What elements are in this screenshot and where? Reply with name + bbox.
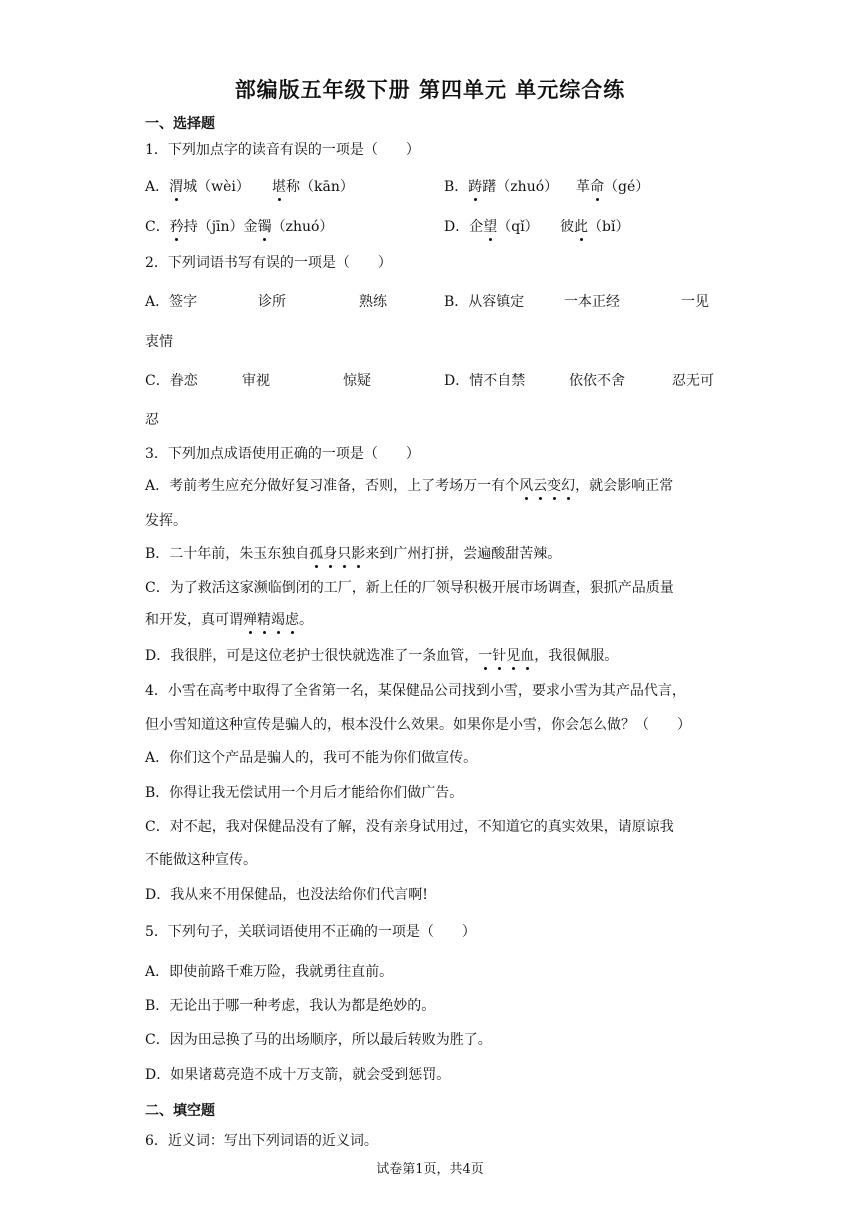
q2-option-a-word2: 诊所 <box>258 294 286 310</box>
dotted-char: 命 <box>590 179 604 195</box>
option-text: 躇（zhuó） <box>482 179 559 195</box>
q2-option-d-word3: 忍无可 <box>672 373 714 389</box>
q4-option-a: A．你们这个产品是骗人的，我可不能为你们做宣传。 <box>145 750 478 766</box>
q1-option-a <box>145 177 250 197</box>
option-text: 持（jīn）金 <box>183 219 258 235</box>
dotted-char: 影 <box>351 546 366 562</box>
dotted-char: 踌 <box>468 179 483 195</box>
dotted-char: 孤 <box>309 546 324 562</box>
question-4-stem: 4．小雪在高考中取得了全省第一名，某保健品公司找到小雪，要求小雪为其产品代言， <box>145 683 686 699</box>
q4-option-c-wrap: 不能做这种宣传。 <box>145 852 257 868</box>
q2-option-a <box>145 292 197 312</box>
q1-option-b <box>444 177 558 197</box>
option-text: A．考前考生应充分做好复习准备，否则，上了考场万一有个 <box>145 478 520 494</box>
q3-option-d <box>145 646 720 666</box>
option-text: 城（wèi） <box>183 179 250 195</box>
option-text: B．二十年前，朱玉东独自 <box>145 546 310 562</box>
option-label: A． <box>145 179 170 195</box>
dotted-char: 变 <box>547 478 562 494</box>
option-word: 情不自禁 <box>469 373 526 389</box>
dotted-char: 一 <box>478 648 493 664</box>
q2-option-c-word2: 审视 <box>242 373 270 389</box>
q4-option-c: C．对不起，我对保健品没有了解，没有亲身试用过，不知道它的真实效果，请原谅我 <box>145 819 674 835</box>
dotted-char: 望 <box>483 219 498 235</box>
section-heading-choice: 一、选择题 <box>145 116 215 132</box>
dotted-char: 竭 <box>271 612 285 628</box>
option-label: B． <box>444 294 469 310</box>
q2-option-a-word3: 熟练 <box>359 294 387 310</box>
q3-option-a-wrap: 发挥。 <box>145 513 187 529</box>
option-label: D． <box>444 219 470 235</box>
q4-option-d: D．我从来不用保健品，也没法给你们代言啊! <box>145 887 428 903</box>
option-label: D． <box>444 373 470 389</box>
option-text: 称（kān） <box>286 179 354 195</box>
q2-option-b-word3: 一见 <box>681 294 709 310</box>
question-5-stem: 5．下列句子，关联词语使用不正确的一项是（ ） <box>145 924 476 940</box>
q2-option-c <box>145 371 198 391</box>
question-1-stem: 1．下列加点字的读音有误的一项是（ ） <box>145 142 420 158</box>
q4-option-b: B．你得让我无偿试用一个月后才能给你们做广告。 <box>145 785 464 801</box>
page-title: 部编版五年级下册 第四单元 单元综合练 <box>234 78 626 102</box>
dotted-char: 堪 <box>272 179 286 195</box>
option-text: 和开发，真可谓 <box>145 612 243 628</box>
question-3-stem: 3．下列加点成语使用正确的一项是（ ） <box>145 446 420 462</box>
page-footer: 试卷第1页，共4页 <box>376 1162 484 1177</box>
option-word: 签字 <box>169 294 198 310</box>
dotted-char: 渭 <box>169 179 184 195</box>
dotted-char: 殚 <box>243 612 257 628</box>
q2-option-d-word3-wrap: 忍 <box>145 412 159 428</box>
dotted-char: 精 <box>257 612 271 628</box>
option-label: C． <box>145 373 170 389</box>
q1-option-a-item2 <box>272 177 354 197</box>
q5-option-b: B．无论出于哪一种考虑，我认为都是绝妙的。 <box>145 998 436 1014</box>
question-4-stem-cont: 但小雪知道这种宣传是骗人的，根本没什么效果。如果你是小雪，你会怎么做？（ ） <box>145 717 691 733</box>
q1-option-d <box>444 217 539 237</box>
section-heading-fill: 二、填空题 <box>145 1103 215 1119</box>
q5-option-c: C．因为田忌换了马的出场顺序，所以最后转败为胜了。 <box>145 1032 492 1048</box>
q1-option-d-item2 <box>560 217 629 237</box>
option-text: 企 <box>469 219 484 235</box>
dotted-char: 矜 <box>169 219 184 235</box>
option-text: （gé） <box>604 179 650 195</box>
q2-option-b-word2: 一本正经 <box>564 294 620 310</box>
q2-option-b-word3-wrap: 衷情 <box>145 334 173 350</box>
dotted-char: 虑 <box>285 612 299 628</box>
question-2-stem: 2．下列词语书写有误的一项是（ ） <box>145 255 392 271</box>
q5-option-a: A．即使前路千难万险，我就勇往直前。 <box>145 964 394 980</box>
option-text: 革 <box>576 179 590 195</box>
dotted-char: 幻 <box>561 478 576 494</box>
dotted-char: 见 <box>506 648 521 664</box>
q3-option-c-wrap <box>145 610 720 630</box>
option-text: 来到广州打拼，尝遍酸甜苦辣。 <box>365 546 562 562</box>
q2-option-c-word3: 惊疑 <box>343 373 371 389</box>
q2-option-d <box>444 371 525 391</box>
option-label: B． <box>444 179 469 195</box>
option-label: C． <box>145 219 170 235</box>
option-label: A． <box>145 294 170 310</box>
q2-option-b <box>444 292 524 312</box>
option-text: 彼 <box>560 219 574 235</box>
q3-option-a <box>145 476 720 496</box>
dotted-char: 镯 <box>257 219 272 235</box>
option-word: 从容镇定 <box>468 294 525 310</box>
q3-option-c: C．为了救活这家濒临倒闭的工厂，新上任的厂领导积极开展市场调查，狠抓产品质量 <box>145 580 674 596</box>
question-6-stem: 6．近义词：写出下列词语的近义词。 <box>145 1133 378 1149</box>
option-text: （qǐ） <box>497 219 539 235</box>
q3-option-b <box>145 544 720 564</box>
option-word: 眷恋 <box>169 373 198 389</box>
dotted-char: 风 <box>519 478 534 494</box>
option-text: 。 <box>299 612 313 628</box>
dotted-char: 针 <box>492 648 507 664</box>
option-text: ，就会影响正常 <box>575 478 674 494</box>
q5-option-d: D．如果诸葛亮造不成十万支箭，就会受到惩罚。 <box>145 1067 451 1083</box>
dotted-char: 云 <box>533 478 548 494</box>
option-text: （zhuó） <box>271 219 334 235</box>
option-text: ，我很佩服。 <box>534 648 619 664</box>
dotted-char: 只 <box>337 546 352 562</box>
dotted-char: 血 <box>520 648 535 664</box>
dotted-char: 此 <box>574 219 588 235</box>
q1-option-c <box>145 217 333 237</box>
q2-option-d-word2: 依依不舍 <box>569 373 625 389</box>
option-text: （bǐ） <box>588 219 630 235</box>
option-text: D．我很胖，可是这位老护士很快就选准了一条血管， <box>145 648 479 664</box>
dotted-char: 身 <box>323 546 338 562</box>
q1-option-b-item2 <box>576 177 649 197</box>
